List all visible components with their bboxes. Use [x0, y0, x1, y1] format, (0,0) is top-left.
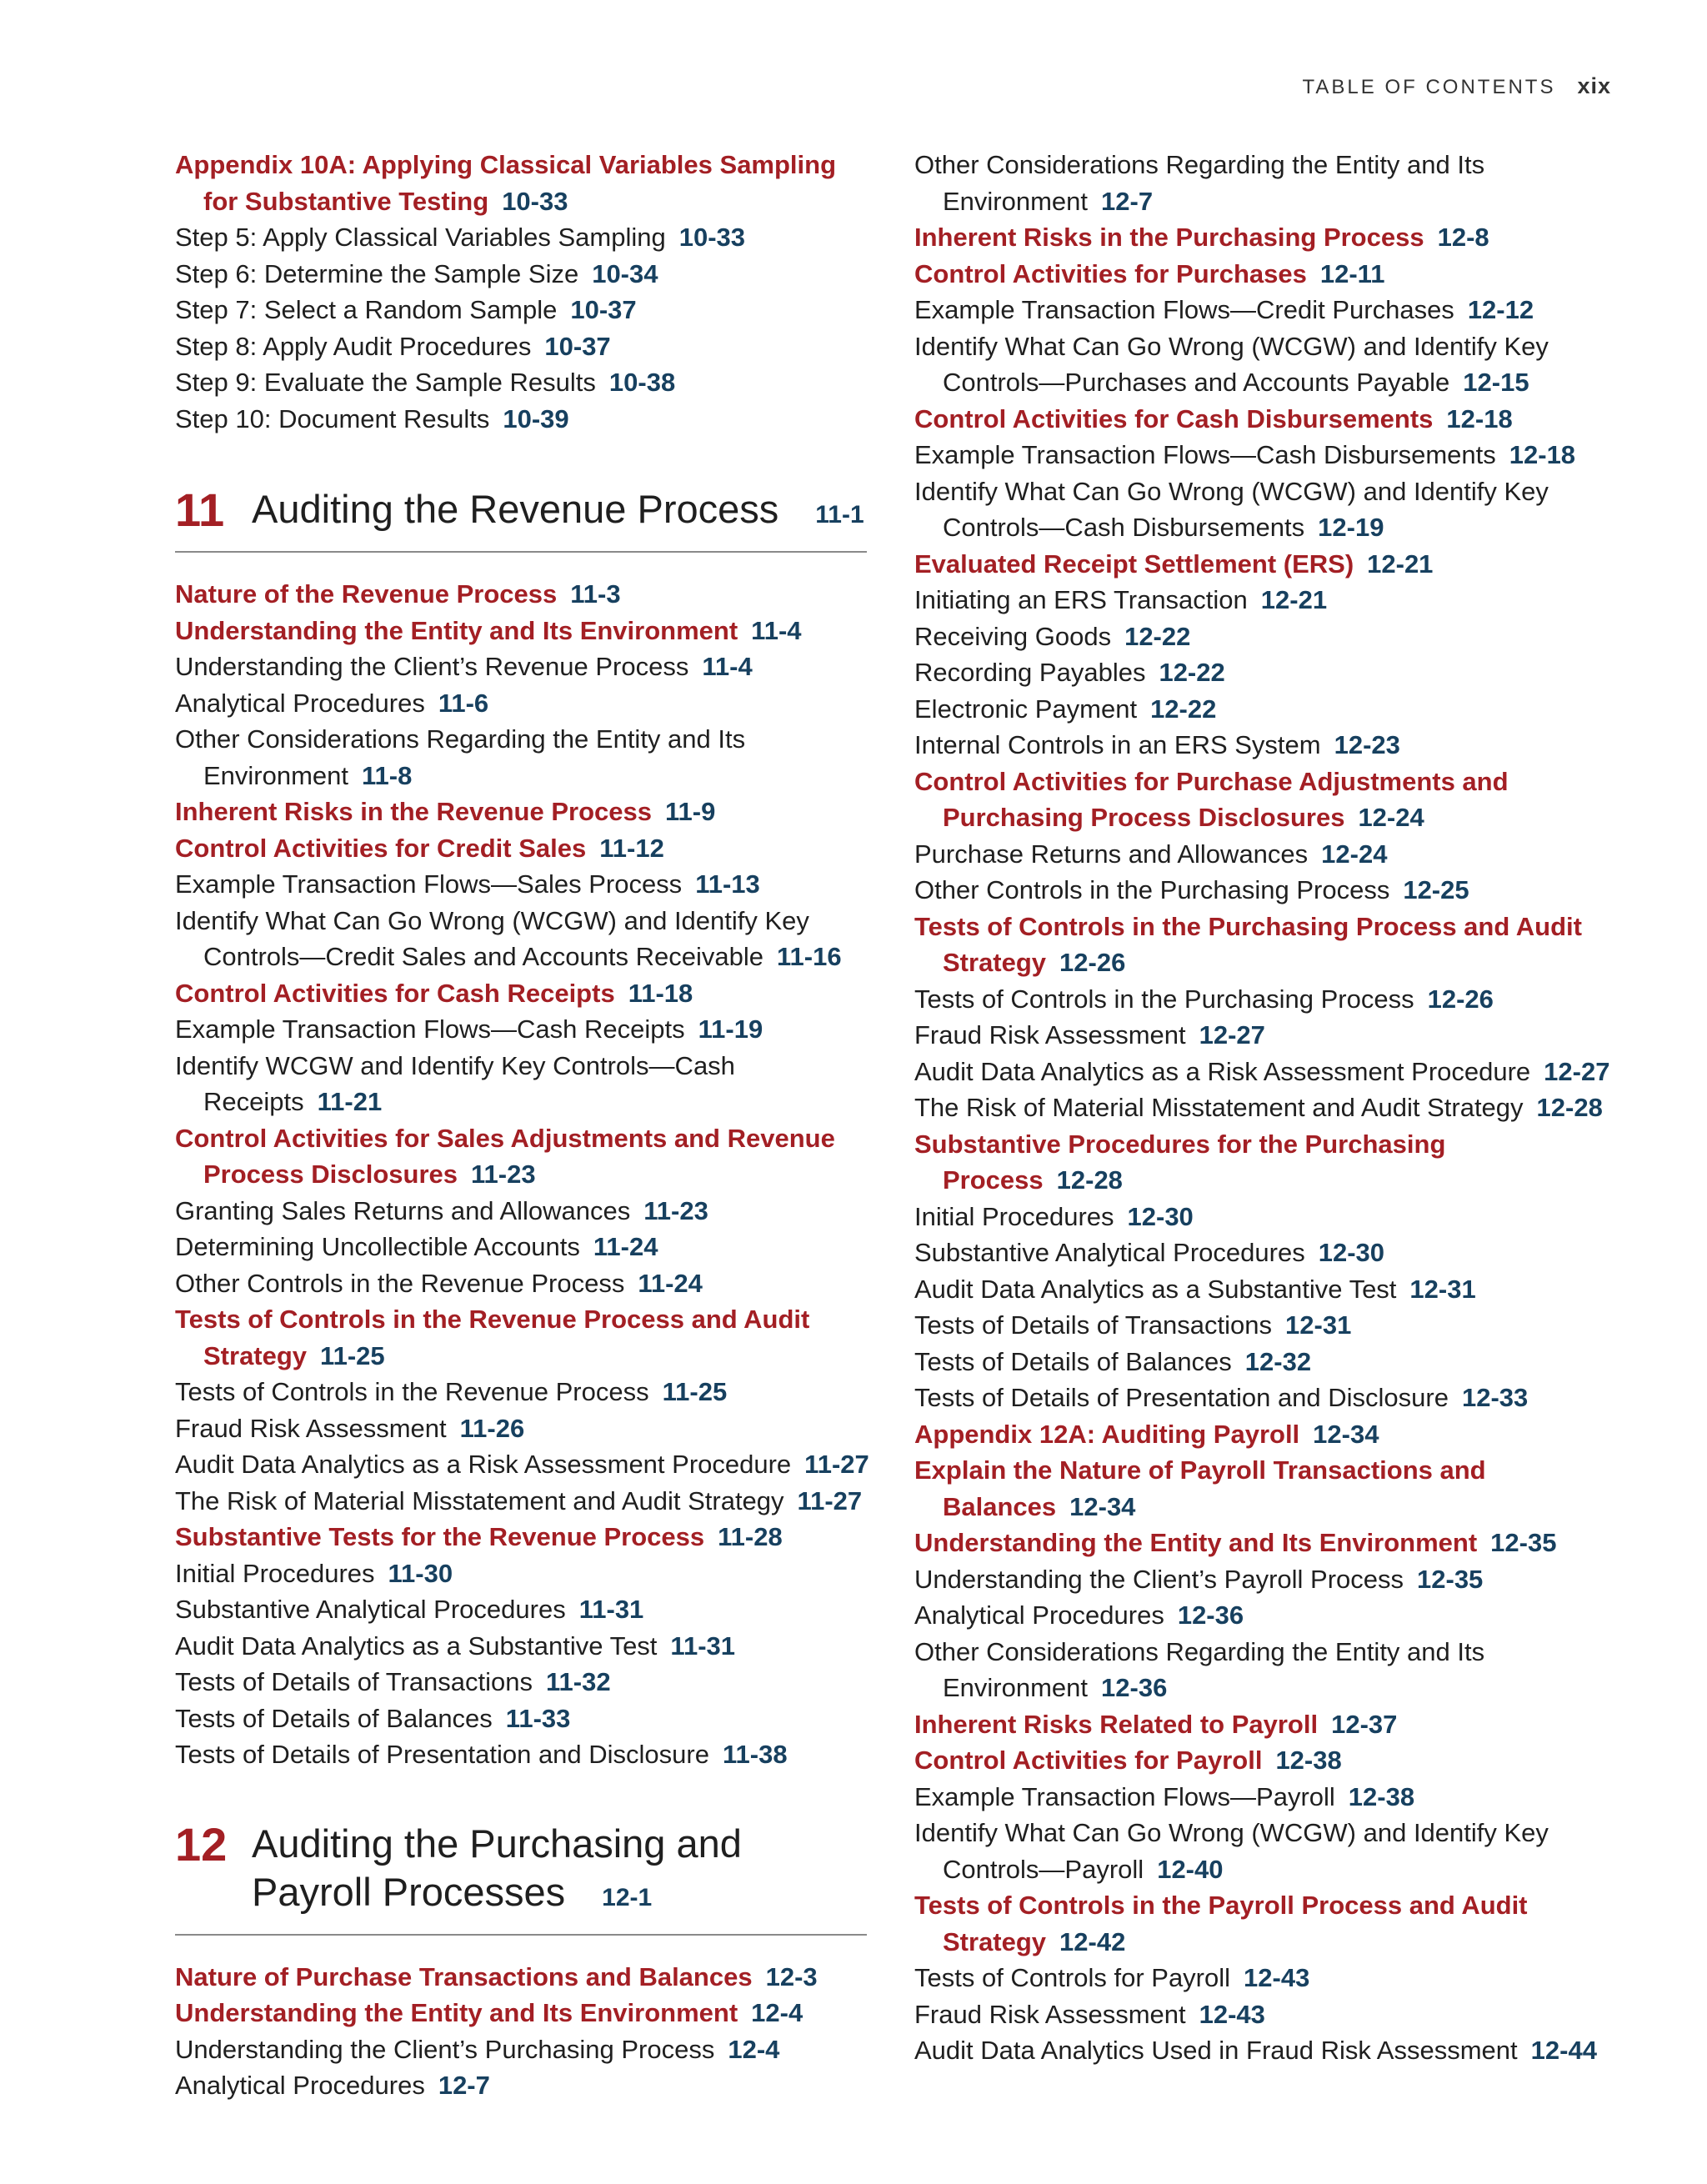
toc-entry-page: 12-8: [1437, 223, 1489, 252]
toc-entry-title: Tests of Details of Transactions: [175, 1667, 533, 1696]
toc-entry[interactable]: [914, 1271, 1631, 1308]
toc-entry-title: Example Transaction Flows—Payroll: [914, 1781, 1335, 1811]
toc-entry-page: 12-26: [1059, 948, 1126, 977]
toc-section-heading[interactable]: [175, 975, 867, 1012]
toc-entry[interactable]: [914, 619, 1631, 655]
toc-entry-title: Other Considerations Regarding the Entity and Its Environment: [175, 724, 746, 790]
toc-entry-page: 12-31: [1409, 1274, 1476, 1304]
toc-entry-page: 11-25: [320, 1340, 385, 1370]
toc-entry[interactable]: [175, 1591, 867, 1628]
appendix-10a-list: [175, 147, 867, 437]
toc-entry-title: Example Transaction Flows—Cash Receipts: [175, 1014, 685, 1044]
toc-entry-page: 12-3: [765, 1961, 818, 1991]
toc-entry[interactable]: [914, 1779, 1631, 1816]
toc-section-heading[interactable]: [175, 794, 867, 830]
toc-entry-page: 12-28: [1536, 1093, 1603, 1122]
toc-entry[interactable]: [175, 1193, 867, 1230]
toc-right-column: [914, 147, 1631, 2069]
toc-entry-page: 12-32: [1244, 1346, 1312, 1376]
toc-entry-title: Audit Data Analytics as a Risk Assessment Procedure: [914, 1056, 1531, 1086]
chapter-12-list-right: [914, 147, 1631, 2069]
toc-section-heading[interactable]: [175, 1995, 867, 2031]
toc-entry[interactable]: [175, 1374, 867, 1410]
toc-entry-title: Control Activities for Purchase Adjustments and Purchasing Process Disclosures: [914, 766, 1509, 832]
toc-entry-page: 11-28: [718, 1522, 783, 1551]
toc-entry[interactable]: [914, 1996, 1631, 2033]
toc-entry-title: Understanding the Client’s Purchasing Process: [175, 2034, 715, 2064]
toc-entry-title: Explain the Nature of Payroll Transactions and Balances: [914, 1455, 1486, 1521]
toc-entry[interactable]: [914, 872, 1631, 909]
toc-entry-title: Electronic Payment: [914, 694, 1138, 724]
toc-entry[interactable]: [175, 1628, 867, 1665]
toc-entry-title: Substantive Tests for the Revenue Process: [175, 1522, 705, 1551]
toc-entry-page: 11-21: [317, 1087, 383, 1116]
toc-entry[interactable]: [914, 1380, 1631, 1416]
toc-entry-title: Receiving Goods: [914, 621, 1112, 651]
toc-entry-page: 11-27: [797, 1485, 863, 1515]
toc-entry[interactable]: [914, 473, 1631, 546]
toc-section-heading[interactable]: [175, 1301, 867, 1374]
toc-entry[interactable]: [175, 1229, 867, 1265]
chapter-title-text: Auditing the Revenue Process: [252, 487, 779, 531]
toc-entry-title: Initial Procedures: [175, 1558, 375, 1588]
toc-entry-page: 11-25: [662, 1377, 728, 1406]
toc-section-heading[interactable]: [175, 147, 867, 219]
toc-section-heading[interactable]: [914, 1887, 1631, 1960]
toc-entry-page: 12-28: [1056, 1165, 1123, 1195]
toc-entry-page: 12-24: [1321, 839, 1388, 869]
chapter-title-line-2: Payroll Processes: [252, 1869, 566, 1914]
toc-entry-title: Appendix 10A: Applying Classical Variables Sampling for Substantive Testing: [175, 150, 837, 216]
toc-entry-page: 11-23: [471, 1160, 536, 1189]
toc-entry[interactable]: [914, 654, 1631, 691]
toc-entry-page: 12-40: [1157, 1854, 1224, 1884]
toc-section-heading[interactable]: [914, 1452, 1631, 1525]
toc-section-heading[interactable]: [914, 1742, 1631, 1779]
toc-entry-title: Fraud Risk Assessment: [914, 1020, 1186, 1049]
toc-entry-page: 10-38: [608, 368, 676, 397]
toc-entry-title: Understanding the Entity and Its Environment: [175, 615, 738, 645]
toc-section-heading[interactable]: [914, 1416, 1631, 1453]
toc-entry[interactable]: [914, 1597, 1631, 1634]
toc-entry[interactable]: [914, 1815, 1631, 1887]
toc-entry[interactable]: [175, 1701, 867, 1737]
toc-entry[interactable]: [914, 1344, 1631, 1380]
chapter-number: 11: [175, 483, 225, 536]
toc-entry-title: The Risk of Material Misstatement and Audit Strategy: [914, 1093, 1524, 1122]
toc-entry[interactable]: [914, 2032, 1631, 2069]
toc-entry-title: Purchase Returns and Allowances: [914, 839, 1309, 869]
toc-entry-title: Other Considerations Regarding the Entity and Its Environment: [914, 1636, 1485, 1702]
chapter-page: 12-1: [602, 1883, 653, 1911]
running-head-title: TABLE OF CONTENTS: [1302, 76, 1556, 98]
toc-entry-title: Substantive Analytical Procedures: [175, 1595, 566, 1624]
toc-entry-page: 11-16: [777, 942, 842, 971]
toc-entry-page: 10-33: [678, 223, 746, 252]
toc-entry-title: Internal Controls in an ERS System: [914, 730, 1321, 759]
toc-entry-title: Understanding the Entity and Its Environment: [175, 1998, 738, 2027]
toc-entry-title: Example Transaction Flows—Cash Disbursements: [914, 440, 1496, 469]
toc-entry-title: Tests of Controls in the Revenue Process: [175, 1377, 649, 1406]
toc-entry-title: Step 10: Document Results: [175, 403, 490, 433]
toc-entry-page: 12-26: [1427, 984, 1494, 1014]
toc-entry-title: Analytical Procedures: [175, 688, 425, 718]
toc-entry-title: Step 8: Apply Audit Procedures: [175, 331, 532, 361]
toc-entry-page: 12-44: [1530, 2036, 1597, 2065]
toc-entry-title: Control Activities for Purchases: [914, 258, 1307, 288]
toc-entry-page: 11-33: [505, 1703, 571, 1733]
toc-entry-title: Step 5: Apply Classical Variables Sampling: [175, 223, 666, 252]
toc-entry[interactable]: [175, 1446, 867, 1483]
toc-entry[interactable]: [175, 292, 867, 328]
toc-entry-title: The Risk of Material Misstatement and Audit Strategy: [175, 1485, 784, 1515]
toc-entry[interactable]: [914, 147, 1631, 219]
toc-entry-page: 12-23: [1334, 730, 1400, 759]
toc-entry[interactable]: [914, 836, 1631, 873]
toc-entry-title: Tests of Controls in the Payroll Process and Audit Strategy: [914, 1891, 1528, 1956]
toc-entry-page: 11-19: [698, 1014, 763, 1044]
toc-entry-title: Nature of Purchase Transactions and Balances: [175, 1961, 753, 1991]
toc-section-heading[interactable]: [914, 909, 1631, 981]
toc-entry-page: 12-22: [1159, 658, 1225, 687]
toc-section-heading[interactable]: [914, 546, 1631, 583]
toc-entry[interactable]: [175, 1011, 867, 1048]
chapter-title: [252, 1820, 742, 1922]
toc-entry-title: Step 9: Evaluate the Sample Results: [175, 368, 596, 397]
toc-entry-page: 12-35: [1490, 1528, 1557, 1557]
toc-section-heading[interactable]: [175, 1519, 867, 1555]
toc-entry-page: 12-27: [1199, 1020, 1265, 1049]
toc-entry-page: 12-24: [1358, 803, 1424, 832]
toc-entry[interactable]: [175, 219, 867, 256]
toc-entry-page: 12-31: [1285, 1310, 1352, 1340]
toc-entry[interactable]: [175, 2067, 867, 2104]
toc-entry-title: Control Activities for Cash Receipts: [175, 978, 615, 1008]
toc-entry-page: 12-22: [1124, 621, 1191, 651]
toc-entry-page: 12-15: [1463, 368, 1529, 397]
toc-entry[interactable]: [175, 649, 867, 685]
toc-entry-title: Inherent Risks in the Purchasing Process: [914, 223, 1424, 252]
toc-entry-title: Tests of Details of Transactions: [914, 1310, 1273, 1340]
running-head: [1303, 73, 1611, 99]
toc-entry-page: 11-9: [665, 797, 716, 826]
toc-entry-title: Step 6: Determine the Sample Size: [175, 258, 579, 288]
toc-entry-page: 12-22: [1150, 694, 1217, 724]
toc-section-heading[interactable]: [175, 830, 867, 867]
toc-entry[interactable]: [175, 1483, 867, 1520]
toc-entry[interactable]: [175, 866, 867, 903]
toc-entry[interactable]: [175, 1265, 867, 1302]
toc-entry-page: 11-27: [804, 1450, 869, 1479]
toc-entry-title: Tests of Details of Balances: [175, 1703, 493, 1733]
toc-entry-page: 11-26: [459, 1413, 525, 1443]
toc-section-heading[interactable]: [914, 401, 1631, 438]
toc-entry-page: 10-37: [570, 295, 637, 324]
toc-entry-title: Inherent Risks Related to Payroll: [914, 1709, 1319, 1739]
toc-entry-title: Appendix 12A: Auditing Payroll: [914, 1419, 1300, 1449]
toc-entry-page: 12-35: [1417, 1564, 1484, 1594]
toc-entry-page: 11-13: [695, 869, 760, 899]
toc-entry[interactable]: [175, 256, 867, 293]
toc-entry-page: 11-3: [570, 579, 621, 609]
toc-entry-title: Audit Data Analytics Used in Fraud Risk Assessment: [914, 2036, 1518, 2065]
toc-section-heading[interactable]: [175, 1120, 867, 1193]
chapter-number: 12: [175, 1817, 228, 1871]
toc-section-heading[interactable]: [175, 576, 867, 613]
toc-entry-title: Tests of Controls in the Revenue Process and Audit Strategy: [175, 1305, 810, 1370]
toc-entry-title: Example Transaction Flows—Credit Purchases: [914, 295, 1454, 324]
toc-entry[interactable]: [914, 1199, 1631, 1235]
toc-entry[interactable]: [914, 1054, 1631, 1090]
toc-section-heading[interactable]: [914, 256, 1631, 293]
toc-entry-title: Tests of Details of Balances: [914, 1346, 1232, 1376]
toc-entry-page: 10-33: [502, 186, 568, 216]
toc-entry-page: 12-21: [1367, 549, 1434, 579]
toc-entry-page: 12-27: [1544, 1056, 1610, 1086]
toc-entry-page: 12-30: [1318, 1238, 1385, 1267]
chapter-11-heading: [175, 485, 867, 553]
toc-section-heading[interactable]: [914, 764, 1631, 836]
toc-entry[interactable]: [914, 437, 1631, 473]
toc-entry-title: Granting Sales Returns and Allowances: [175, 1195, 631, 1225]
toc-entry-title: Example Transaction Flows—Sales Process: [175, 869, 683, 899]
toc-entry[interactable]: [914, 1307, 1631, 1344]
toc-entry-title: Control Activities for Sales Adjustments and Revenue Process Disclosures: [175, 1123, 835, 1189]
toc-entry-page: 12-25: [1403, 875, 1469, 904]
toc-entry[interactable]: [914, 582, 1631, 619]
toc-entry[interactable]: [175, 685, 867, 722]
toc-entry-title: Initiating an ERS Transaction: [914, 585, 1248, 614]
toc-entry-page: 11-38: [722, 1740, 788, 1769]
toc-entry-page: 12-33: [1461, 1383, 1529, 1412]
toc-entry-page: 10-37: [544, 331, 611, 361]
toc-entry-title: Identify What Can Go Wrong (WCGW) and Identify Key Controls—Cash Disbursements: [914, 476, 1549, 542]
toc-entry-title: Nature of the Revenue Process: [175, 579, 558, 609]
toc-left-column: [175, 147, 867, 2104]
toc-entry-title: Tests of Controls for Payroll: [914, 1963, 1231, 1992]
toc-entry-title: Fraud Risk Assessment: [914, 1999, 1186, 2029]
toc-entry-page: 12-36: [1101, 1673, 1168, 1702]
chapter-title-line-1: Auditing the Purchasing and: [252, 1821, 742, 1866]
toc-entry-title: Determining Uncollectible Accounts: [175, 1232, 580, 1261]
toc-entry-title: Initial Procedures: [914, 1201, 1114, 1231]
toc-entry[interactable]: [914, 981, 1631, 1018]
toc-entry-title: Audit Data Analytics as a Substantive Test: [175, 1630, 658, 1661]
toc-entry-title: Understanding the Client’s Revenue Process: [175, 652, 689, 681]
toc-entry-page: 11-8: [362, 760, 413, 790]
toc-entry[interactable]: [175, 721, 867, 794]
toc-entry-page: 12-12: [1467, 295, 1534, 324]
toc-entry[interactable]: [914, 1017, 1631, 1054]
toc-entry-title: Audit Data Analytics as a Substantive Test: [914, 1274, 1397, 1304]
toc-entry-title: Other Considerations Regarding the Entity and Its Environment: [914, 150, 1485, 216]
toc-entry-page: 12-19: [1318, 513, 1384, 542]
toc-entry-page: 12-34: [1069, 1491, 1136, 1521]
toc-entry-title: Identify What Can Go Wrong (WCGW) and Identify Key Controls—Payroll: [914, 1818, 1549, 1884]
toc-entry-page: 12-21: [1260, 585, 1328, 614]
toc-entry-page: 12-30: [1127, 1201, 1194, 1231]
toc-entry-page: 12-42: [1059, 1926, 1126, 1956]
toc-entry-page: 12-38: [1348, 1781, 1415, 1811]
toc-entry-title: Identify What Can Go Wrong (WCGW) and Identify Key Controls—Purchases and Accounts Payable: [914, 331, 1549, 397]
toc-entry-title: Tests of Controls in the Purchasing Process and Audit Strategy: [914, 911, 1582, 977]
toc-entry-title: Evaluated Receipt Settlement (ERS): [914, 549, 1354, 579]
toc-entry[interactable]: [175, 2031, 867, 2068]
toc-entry-page: 11-30: [388, 1558, 453, 1588]
toc-entry[interactable]: [914, 1634, 1631, 1706]
toc-entry[interactable]: [175, 903, 867, 975]
toc-entry-title: Tests of Details of Presentation and Disclosure: [914, 1383, 1449, 1412]
toc-entry-page: 12-37: [1331, 1709, 1398, 1739]
toc-entry-page: 12-7: [438, 2071, 490, 2100]
toc-entry[interactable]: [175, 1048, 867, 1120]
toc-entry-page: 12-4: [751, 1998, 803, 2027]
page-number: xix: [1577, 73, 1611, 98]
toc-entry[interactable]: [175, 1664, 867, 1701]
toc-entry[interactable]: [914, 1235, 1631, 1271]
chapter-12-heading: [175, 1817, 867, 1936]
toc-entry[interactable]: [914, 328, 1631, 401]
toc-entry[interactable]: [914, 1561, 1631, 1598]
toc-section-heading[interactable]: [914, 1126, 1631, 1199]
toc-entry-title: Control Activities for Credit Sales: [175, 833, 587, 863]
toc-entry-page: 11-31: [578, 1595, 644, 1624]
toc-entry-title: Identify What Can Go Wrong (WCGW) and Identify Key Controls—Credit Sales and Accounts Receivable: [175, 905, 809, 971]
toc-entry-page: 11-32: [546, 1667, 611, 1696]
toc-entry-page: 12-11: [1319, 258, 1385, 288]
toc-entry[interactable]: [175, 328, 867, 365]
toc-entry-title: Step 7: Select a Random Sample: [175, 295, 558, 324]
toc-entry[interactable]: [914, 691, 1631, 728]
toc-entry-title: Analytical Procedures: [175, 2071, 425, 2100]
toc-entry-page: 11-31: [670, 1630, 735, 1661]
toc-entry-page: 11-4: [702, 652, 753, 681]
toc-section-heading[interactable]: [914, 219, 1631, 256]
toc-section-heading[interactable]: [914, 1706, 1631, 1743]
toc-entry-page: 12-43: [1199, 1999, 1265, 2029]
toc-entry-page: 11-18: [628, 978, 693, 1008]
toc-entry-page: 12-4: [728, 2034, 780, 2064]
chapter-12-list-left: [175, 1959, 867, 2104]
toc-entry-page: 10-34: [592, 258, 658, 288]
toc-entry[interactable]: [175, 401, 867, 438]
toc-entry-page: 12-38: [1275, 1746, 1342, 1775]
chapter-title: [252, 485, 864, 539]
toc-entry-title: Other Controls in the Revenue Process: [175, 1268, 625, 1298]
toc-entry-title: Substantive Procedures for the Purchasing Process: [914, 1129, 1446, 1195]
toc-entry-page: 10-39: [503, 403, 569, 433]
toc-entry[interactable]: [914, 292, 1631, 328]
toc-entry-title: Tests of Controls in the Purchasing Process: [914, 984, 1414, 1014]
toc-section-heading[interactable]: [175, 1959, 867, 1996]
toc-entry-page: 12-18: [1509, 440, 1576, 469]
toc-entry-title: Recording Payables: [914, 658, 1146, 687]
toc-entry[interactable]: [914, 1089, 1631, 1126]
toc-entry-page: 12-34: [1313, 1419, 1379, 1449]
chapter-11-list: [175, 576, 867, 1773]
toc-entry-page: 11-6: [438, 688, 489, 718]
chapter-page: 11-1: [815, 501, 864, 528]
toc-entry-title: Analytical Procedures: [914, 1600, 1164, 1630]
toc-section-heading[interactable]: [175, 613, 867, 649]
toc-entry-page: 11-4: [751, 615, 802, 645]
toc-entry-title: Understanding the Client’s Payroll Process: [914, 1564, 1404, 1594]
toc-entry[interactable]: [914, 727, 1631, 764]
toc-entry-title: Tests of Details of Presentation and Disclosure: [175, 1740, 709, 1769]
toc-entry-title: Control Activities for Cash Disbursements: [914, 403, 1434, 433]
toc-entry-page: 12-7: [1101, 186, 1154, 216]
toc-entry-page: 11-24: [593, 1232, 658, 1261]
toc-entry-title: Other Controls in the Purchasing Process: [914, 875, 1390, 904]
toc-entry-title: Control Activities for Payroll: [914, 1746, 1263, 1775]
toc-section-heading[interactable]: [914, 1525, 1631, 1561]
toc-entry-page: 12-36: [1177, 1600, 1244, 1630]
toc-entry-page: 12-18: [1446, 403, 1513, 433]
toc-entry[interactable]: [914, 1960, 1631, 1996]
toc-entry-title: Fraud Risk Assessment: [175, 1413, 447, 1443]
toc-entry[interactable]: [175, 1736, 867, 1773]
toc-entry-page: 11-23: [643, 1195, 708, 1225]
toc-entry-title: Substantive Analytical Procedures: [914, 1238, 1305, 1267]
toc-entry-title: Identify WCGW and Identify Key Controls—Cash Receipts: [175, 1050, 735, 1116]
toc-entry[interactable]: [175, 1555, 867, 1592]
toc-entry[interactable]: [175, 1410, 867, 1447]
toc-entry-title: Understanding the Entity and Its Environment: [914, 1528, 1478, 1557]
toc-entry[interactable]: [175, 364, 867, 401]
toc-entry-title: Audit Data Analytics as a Risk Assessment Procedure: [175, 1450, 792, 1479]
toc-entry-page: 11-24: [638, 1268, 703, 1298]
toc-entry-page: 12-43: [1244, 1963, 1310, 1992]
toc-entry-title: Inherent Risks in the Revenue Process: [175, 797, 652, 826]
toc-entry-page: 11-12: [599, 833, 664, 863]
